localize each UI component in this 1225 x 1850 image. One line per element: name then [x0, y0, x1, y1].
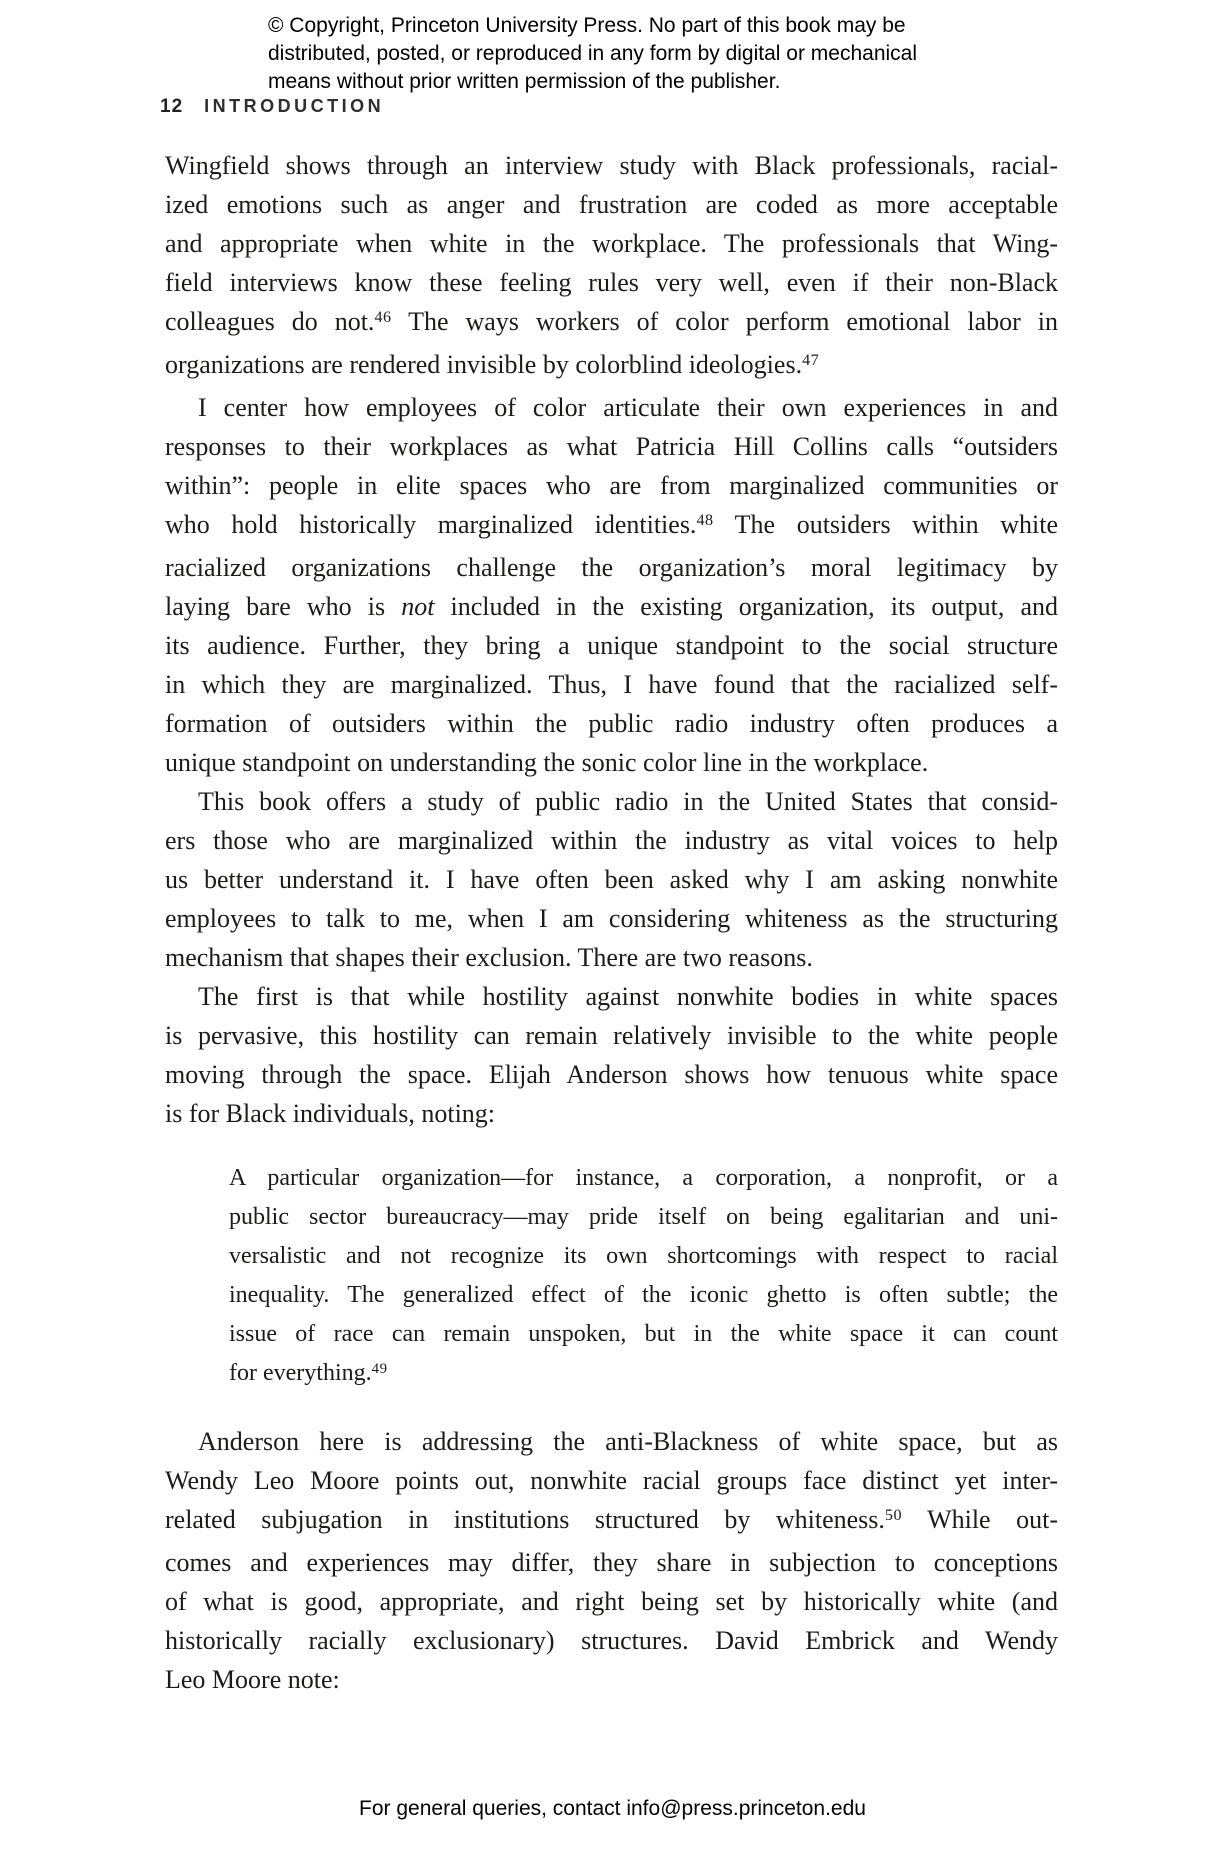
- text-run: is for Black individuals, noting:: [165, 1099, 496, 1128]
- running-head: [160, 96, 384, 118]
- text-line: [229, 1159, 1058, 1198]
- text-line: [165, 938, 1058, 977]
- text-line: [165, 743, 1058, 782]
- footnote-marker: 46: [374, 308, 392, 326]
- text-run: Wingfield shows through an interview study with Black professionals, racial-: [165, 151, 1058, 180]
- text-line: [165, 224, 1058, 263]
- text-run: This book offers a study of public radio in the United States that consid-: [198, 787, 1058, 816]
- body-text: [165, 146, 1058, 1699]
- text-line: [165, 626, 1058, 665]
- paragraph: [165, 388, 1058, 782]
- text-run: ers those who are marginalized within the industry as vital voices to help: [165, 826, 1058, 855]
- text-line: [165, 1543, 1058, 1582]
- footnote-marker: 47: [802, 351, 820, 369]
- text-run: and appropriate when white in the workplace. The professionals that Wing-: [165, 229, 1058, 258]
- text-line: [165, 665, 1058, 704]
- footer-contact: For general queries, contact info@press.princeton.edu: [359, 1797, 866, 1820]
- text-run: versalistic and not recognize its own shortcomings with respect to racial: [229, 1243, 1058, 1269]
- text-run: of what is good, appropriate, and right being set by historically white (and: [165, 1587, 1058, 1616]
- text-line: [165, 1660, 1058, 1699]
- text-run: formation of outsiders within the public radio industry often produces a: [165, 709, 1058, 738]
- paragraph: [165, 782, 1058, 977]
- text-line: [165, 821, 1058, 860]
- text-run: us better understand it. I have often been asked why I am asking nonwhite: [165, 865, 1058, 894]
- text-line: [165, 302, 1058, 345]
- footnote-marker: 50: [884, 1506, 903, 1524]
- emphasis-text: not: [401, 592, 435, 621]
- text-run: field interviews know these feeling rules very well, even if their non-Black: [165, 268, 1058, 297]
- text-run: historically racially exclusionary) structures. David Embrick and Wendy: [165, 1626, 1058, 1655]
- copyright-line: distributed, posted, or reproduced in any form by digital or mechanical: [268, 42, 918, 65]
- text-line: [165, 587, 1058, 626]
- text-run: Leo Moore note:: [165, 1665, 340, 1694]
- text-run: its audience. Further, they bring a unique standpoint to the social structure: [165, 631, 1058, 660]
- text-run: colleagues do not.: [165, 307, 375, 336]
- text-line: [165, 1422, 1058, 1461]
- text-run: employees to talk to me, when I am considering whiteness as the structuring: [165, 904, 1058, 933]
- copyright-line: © Copyright, Princeton University Press. No part of this book may be: [268, 14, 906, 37]
- text-line: [229, 1315, 1058, 1354]
- text-run: The outsiders within white: [713, 510, 1058, 539]
- text-run: public sector bureaucracy—may pride itself on being egalitarian and uni-: [229, 1204, 1058, 1230]
- text-line: [165, 782, 1058, 821]
- text-run: who hold historically marginalized identities.: [165, 510, 697, 539]
- text-line: [165, 1016, 1058, 1055]
- text-line: [229, 1276, 1058, 1315]
- text-line: [165, 1094, 1058, 1133]
- text-run: unique standpoint on understanding the sonic color line in the workplace.: [165, 748, 929, 777]
- text-line: [165, 1055, 1058, 1094]
- text-run: is pervasive, this hostility can remain relatively invisible to the white people: [165, 1021, 1058, 1050]
- text-run: A particular organization—for instance, a corporation, a nonprofit, or a: [229, 1165, 1058, 1191]
- page-number: 12: [160, 96, 184, 117]
- text-line: [165, 185, 1058, 224]
- text-run: The first is that while hostility against nonwhite bodies in white spaces: [198, 982, 1058, 1011]
- copyright-line: means without prior written permission of the publisher.: [268, 70, 781, 93]
- text-line: [165, 860, 1058, 899]
- text-run: for everything.: [229, 1360, 372, 1386]
- text-line: [165, 146, 1058, 185]
- text-line: [165, 1461, 1058, 1500]
- text-line: [229, 1237, 1058, 1276]
- text-run: in which they are marginalized. Thus, I have found that the racialized self-: [165, 670, 1058, 699]
- paragraph: [165, 1422, 1058, 1699]
- text-line: [165, 977, 1058, 1016]
- text-run: The ways workers of color perform emotional labor in: [391, 307, 1059, 336]
- text-line: [229, 1198, 1058, 1237]
- text-run: While out-: [902, 1505, 1058, 1534]
- text-line: [165, 388, 1058, 427]
- text-line: [165, 1621, 1058, 1660]
- paragraph: [165, 977, 1058, 1133]
- text-run: mechanism that shapes their exclusion. There are two reasons.: [165, 943, 813, 972]
- text-run: Anderson here is addressing the anti-Blackness of white space, but as: [198, 1427, 1058, 1456]
- footnote-marker: 48: [696, 511, 714, 529]
- footnote-marker: 49: [371, 1360, 388, 1377]
- text-line: [165, 548, 1058, 587]
- text-run: inequality. The generalized effect of the iconic ghetto is often subtle; the: [229, 1282, 1058, 1308]
- text-run: ized emotions such as anger and frustration are coded as more acceptable: [165, 190, 1058, 219]
- text-line: [165, 899, 1058, 938]
- text-run: I center how employees of color articulate their own experiences in and: [198, 393, 1058, 422]
- text-run: organizations are rendered invisible by colorblind ideologies.: [165, 350, 803, 379]
- paragraph: [165, 146, 1058, 388]
- text-line: [165, 466, 1058, 505]
- text-line: [165, 1500, 1058, 1543]
- section-title: INTRODUCTION: [204, 96, 385, 116]
- text-run: moving through the space. Elijah Anderson shows how tenuous white space: [165, 1060, 1058, 1089]
- text-run: issue of race can remain unspoken, but in the white space it can count: [229, 1321, 1058, 1347]
- copyright-notice: [268, 12, 917, 96]
- block-quote: [229, 1159, 1058, 1396]
- text-run: included in the existing organization, its output, and: [434, 592, 1058, 621]
- text-run: laying bare who is: [165, 592, 402, 621]
- text-run: within”: people in elite spaces who are from marginalized communities or: [165, 471, 1058, 500]
- text-run: racialized organizations challenge the organization’s moral legitimacy by: [165, 553, 1058, 582]
- text-line: [165, 704, 1058, 743]
- text-line: [165, 505, 1058, 548]
- text-run: comes and experiences may differ, they share in subjection to conceptions: [165, 1548, 1058, 1577]
- text-run: responses to their workplaces as what Patricia Hill Collins calls “outsiders: [165, 432, 1058, 461]
- text-line: [229, 1354, 1058, 1396]
- text-line: [165, 427, 1058, 466]
- text-line: [165, 1582, 1058, 1621]
- text-run: related subjugation in institutions structured by whiteness.: [165, 1505, 885, 1534]
- text-run: Wendy Leo Moore points out, nonwhite racial groups face distinct yet inter-: [165, 1466, 1058, 1495]
- text-line: [165, 345, 1058, 388]
- text-line: [165, 263, 1058, 302]
